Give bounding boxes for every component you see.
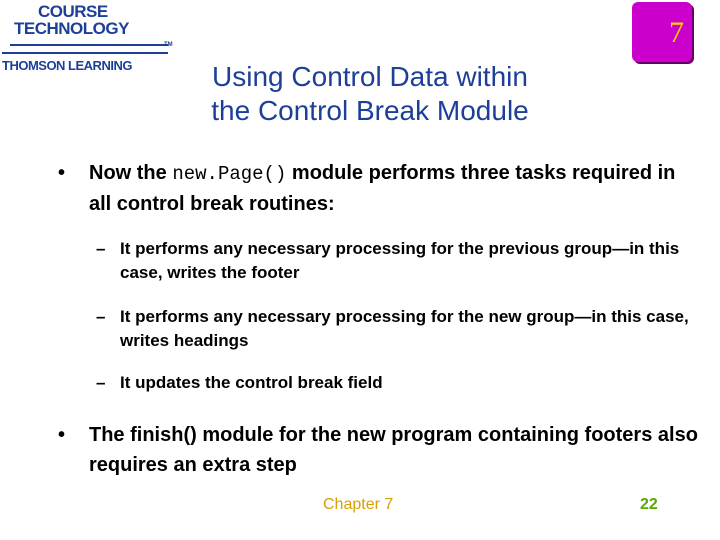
footer-page-number: 22 — [640, 496, 658, 513]
slide-title-line-2: the Control Break Module — [211, 95, 529, 126]
logo-text-thomson-learning: THOMSON LEARNING — [2, 58, 132, 73]
chapter-badge-number: 7 — [669, 16, 684, 49]
dash-icon: – — [96, 373, 106, 392]
sub-bullet-text: It updates the control break field — [120, 373, 383, 392]
chapter-badge — [632, 2, 692, 62]
bullet-text-post: module performs three tasks required in all control break routines: — [89, 162, 676, 215]
logo-text-course: COURSE — [38, 2, 108, 21]
bullet-text — [89, 158, 698, 219]
bullet-icon: • — [58, 162, 66, 184]
logo-rule — [10, 44, 168, 46]
logo-text-technology: TECHNOLOGY — [14, 19, 129, 38]
slide-title-line-1: Using Control Data within — [212, 61, 528, 92]
dash-icon: – — [96, 239, 106, 258]
logo-rule — [2, 52, 168, 54]
dash-icon: – — [96, 307, 106, 326]
bullet-text-pre: Now the — [89, 162, 173, 184]
bullet-icon: • — [58, 424, 66, 446]
slide-title — [150, 60, 590, 128]
logo-trademark: TM — [164, 42, 173, 48]
sub-bullet-text: It performs any necessary processing for the new group—in this case, writes headings — [120, 307, 689, 350]
footer-chapter-label: Chapter 7 — [323, 496, 394, 513]
code-text: new.Page() — [172, 163, 287, 185]
sub-bullet-item — [96, 371, 696, 395]
bullet-item — [58, 158, 698, 219]
bullet-item — [58, 420, 698, 480]
bullet-text: The finish() module for the new program containing footers also requires an extra step — [89, 424, 698, 476]
sub-bullet-item — [96, 237, 696, 285]
sub-bullet-item — [96, 305, 696, 353]
sub-bullet-text: It performs any necessary processing for the previous group—in this case, writes the footer — [120, 239, 680, 282]
